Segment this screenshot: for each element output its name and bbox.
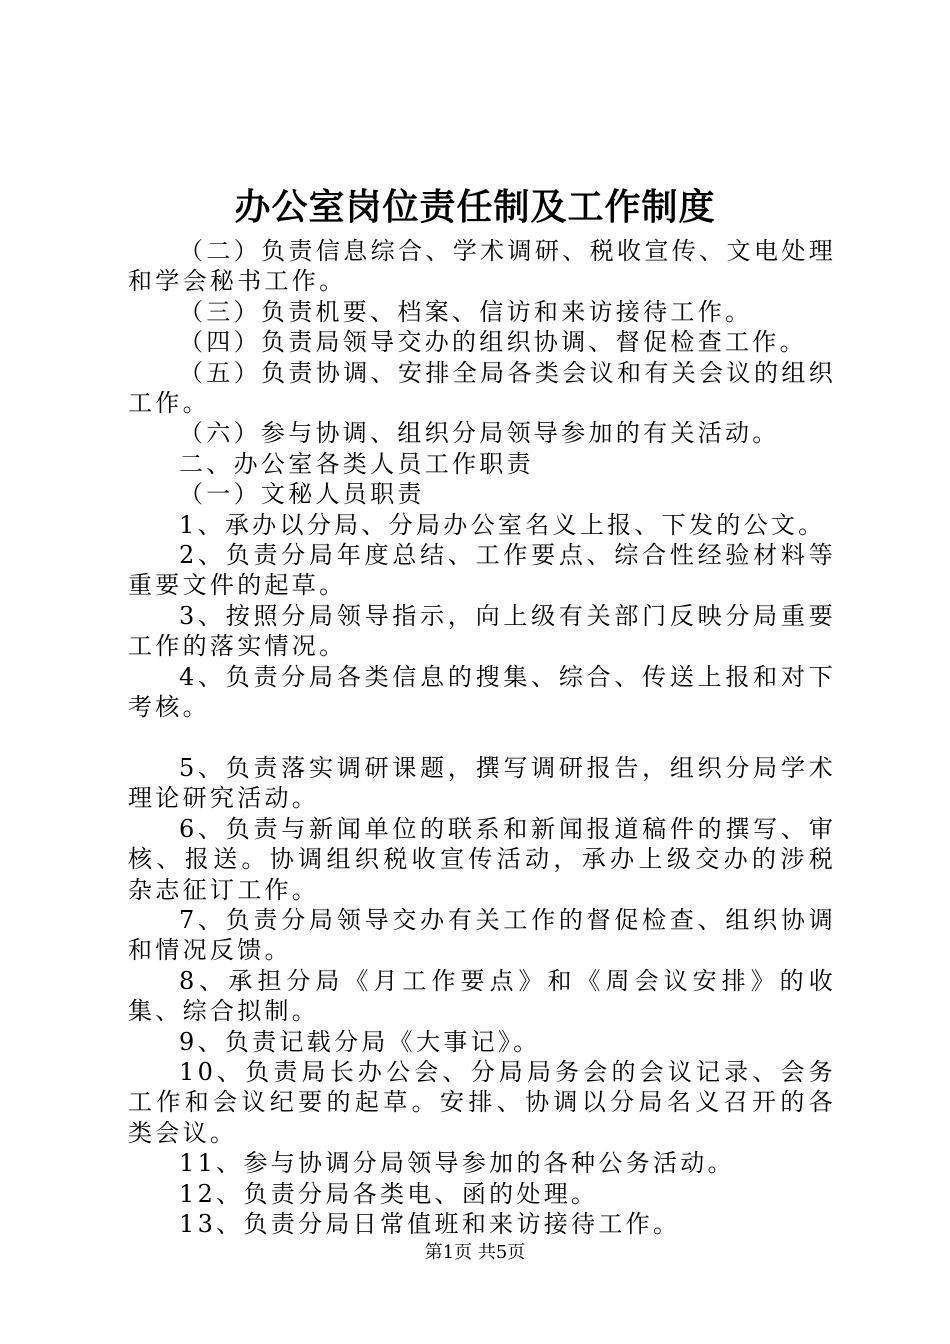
paragraph: 11、参与协调分局领导参加的各种公务活动。 [179,1149,735,1178]
paragraph: 2、负责分局年度总结、工作要点、综合性经验材料等重要文件的起草。 [128,541,836,600]
document-body [128,236,836,1239]
paragraph: 8、承担分局《月工作要点》和《周会议安排》的收集、综合拟制。 [128,966,836,1026]
page-number: 第1页 共5页 [424,1242,526,1263]
paragraph: 12、负责分局各类电、函的处理。 [179,1179,599,1208]
paragraph: 9、负责记载分局《大事记》。 [179,1027,541,1056]
paragraph: 7、负责分局领导交办有关工作的督促检查、组织协调和情况反馈。 [128,905,836,965]
paragraph: （二）负责信息综合、学术调研、税收宣传、文电处理和学会秘书工作。 [128,237,836,296]
document-title: 办公室岗位责任制及工作制度 [234,187,716,228]
paragraph: 6、负责与新闻单位的联系和新闻报道稿件的撰写、审核、报送。协调组织税收宣传活动，承办上级交办的涉税杂志征订工作。 [128,814,836,904]
section-heading: 二、办公室各类人员工作职责 [179,449,534,478]
paragraph: （五）负责协调、安排全局各类会议和有关会议的组织工作。 [128,358,836,418]
blank-line [128,723,836,753]
paragraph: 1、承办以分局、分局办公室名义上报、下发的公文。 [179,510,826,539]
subsection-heading: （一）文秘人员职责 [179,480,425,509]
paragraph: （四）负责局领导交办的组织协调、督促检查工作。 [179,328,807,357]
paragraph: 4、负责分局各类信息的搜集、综合、传送上报和对下考核。 [128,662,836,722]
paragraph: 10、负责局长办公会、分局局务会的会议记录、会务工作和会议纪要的起草。安排、协调以分局名义召开的各类会议。 [128,1057,836,1147]
paragraph: 5、负责落实调研课题，撰写调研报告，组织分局学术理论研究活动。 [128,753,836,813]
paragraph: （六）参与协调、组织分局领导参加的有关活动。 [179,419,780,448]
paragraph: 13、负责分局日常值班和来访接待工作。 [179,1209,681,1238]
paragraph: 3、按照分局领导指示，向上级有关部门反映分局重要工作的落实情况。 [128,601,836,661]
paragraph: （三）负责机要、档案、信访和来访接待工作。 [179,297,753,326]
